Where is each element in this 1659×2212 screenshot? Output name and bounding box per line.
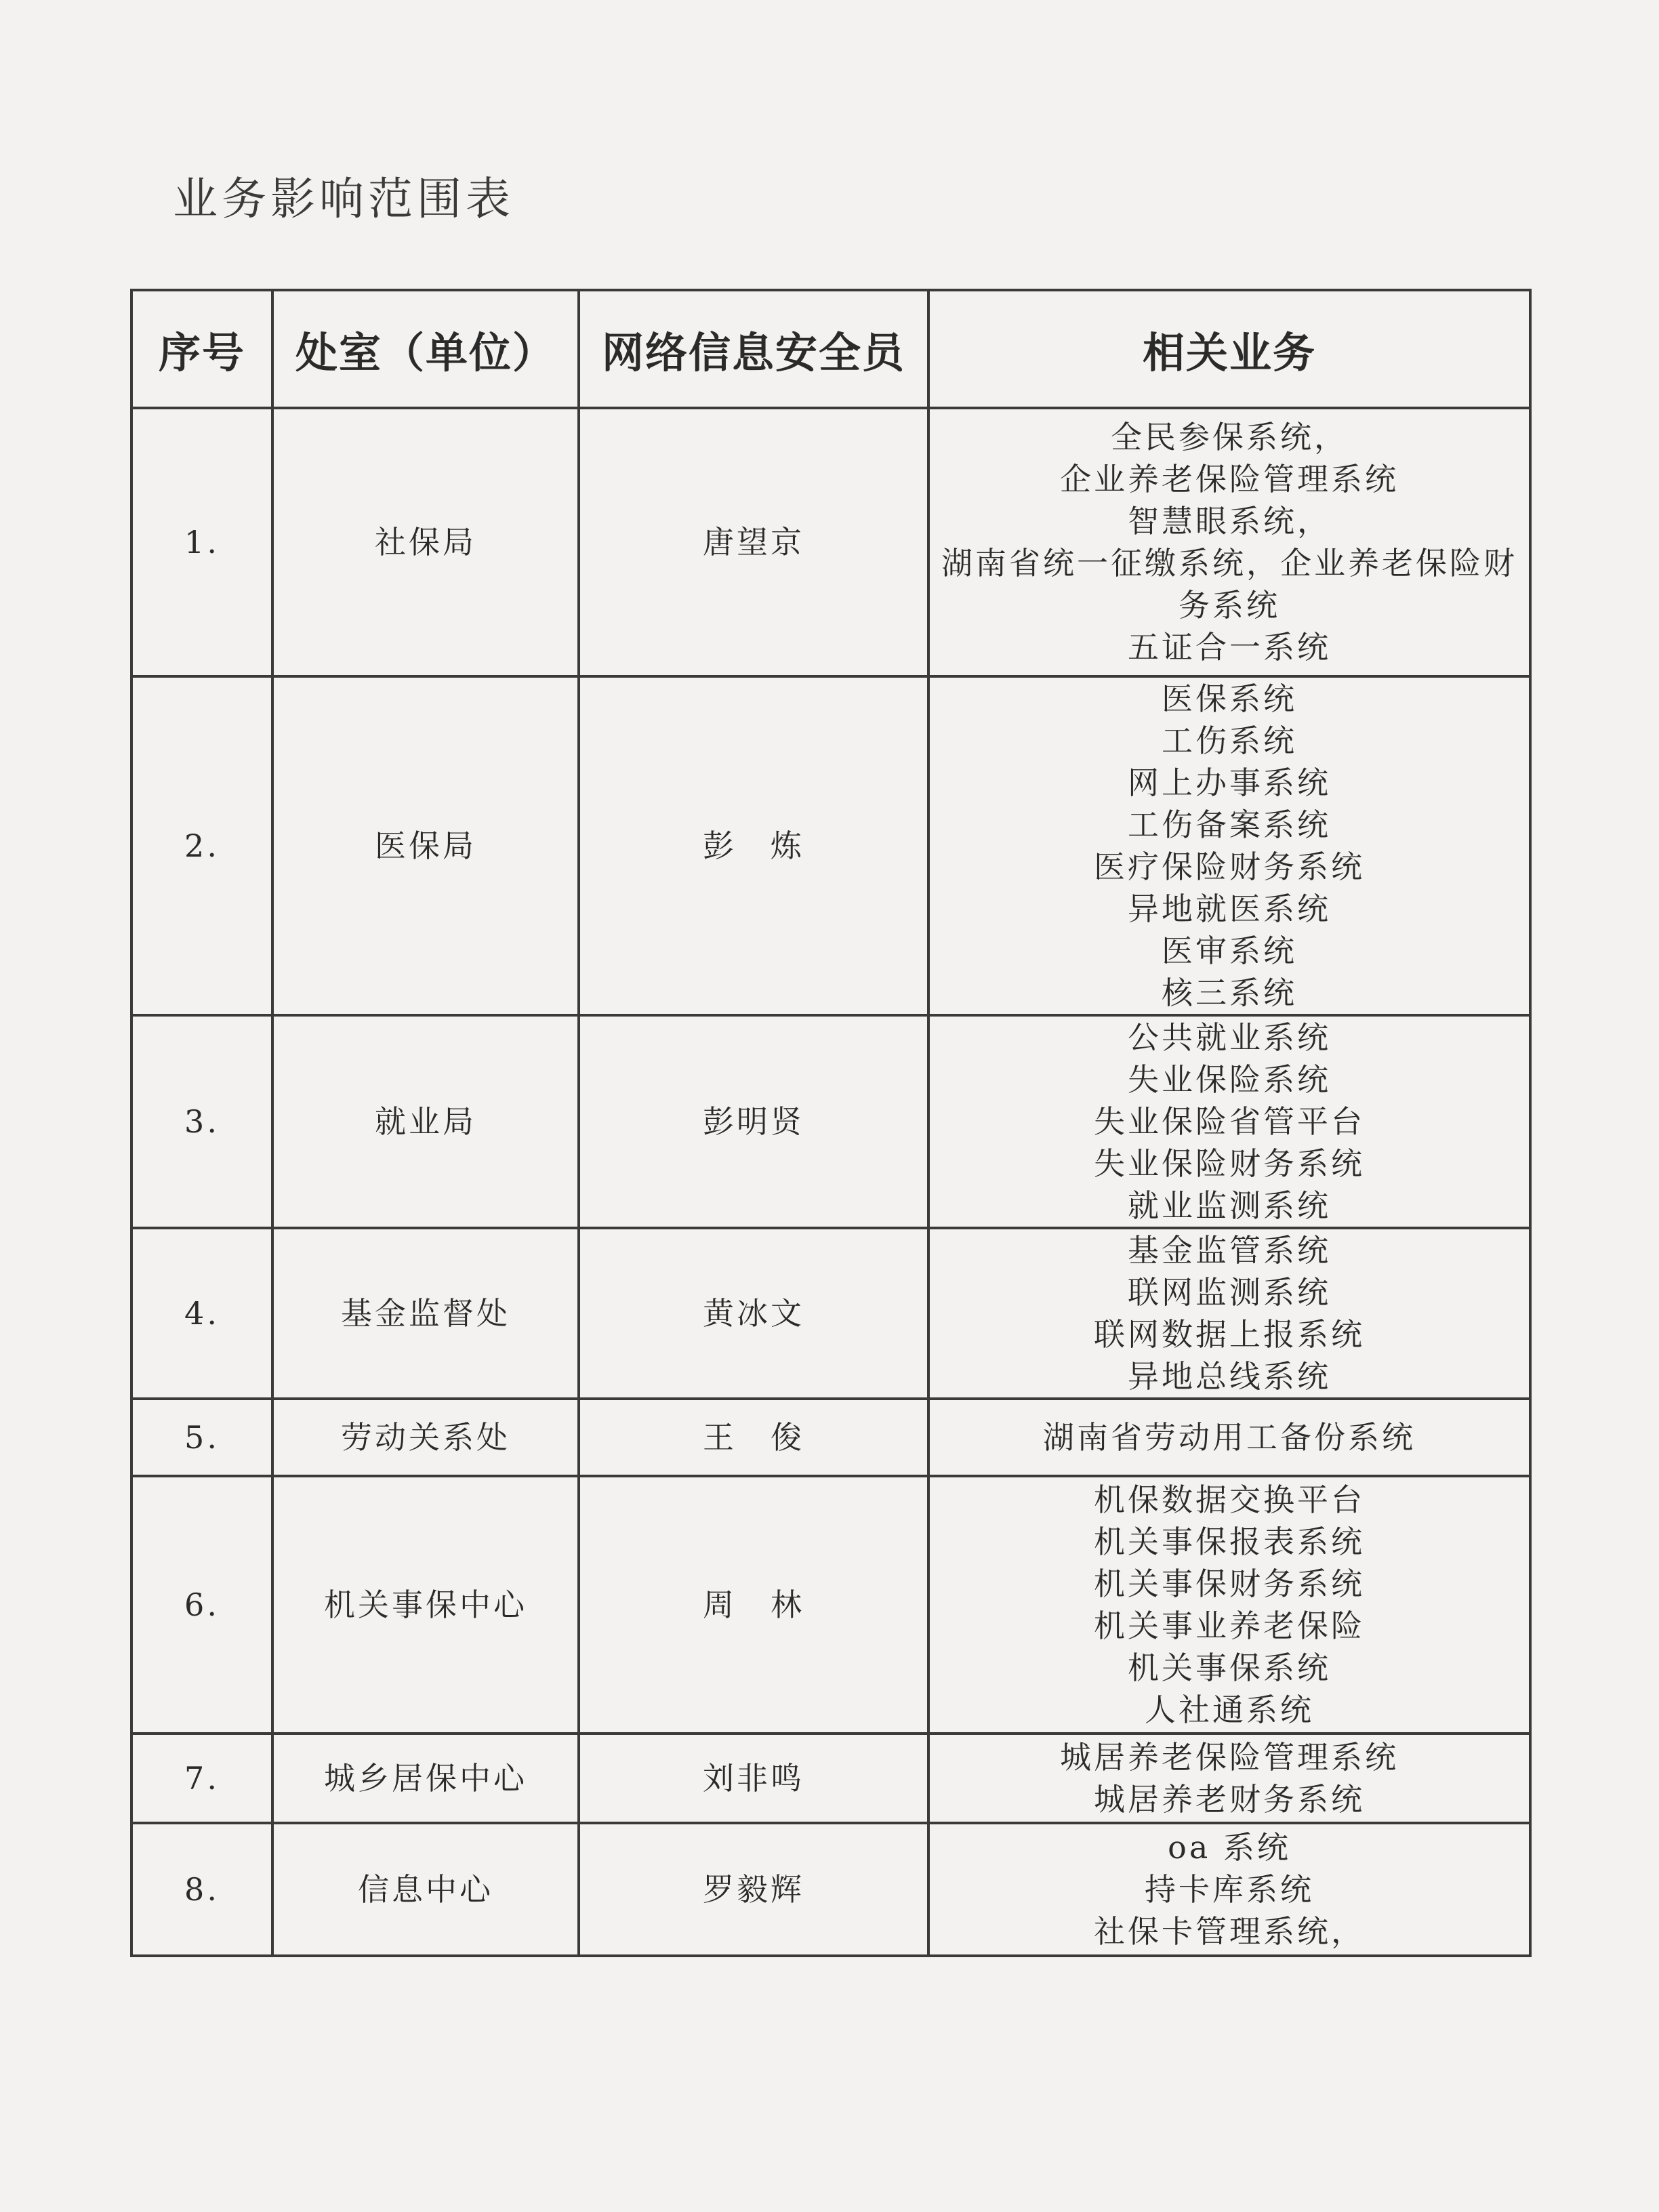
table-row [131,1476,1530,1734]
system-item: 异地就医系统 [1128,890,1331,927]
system-item: 就业监测系统 [1128,1187,1331,1224]
row-no: 5. [131,1399,272,1476]
row-no: 6. [131,1476,272,1734]
table-body [131,408,1530,1956]
system-item: 湖南省统一征缴系统，企业养老保险财 [941,545,1517,581]
system-item: oa 系统 [1168,1829,1291,1866]
header-no: 序号 [131,290,272,408]
system-item: 核三系统 [1162,975,1297,1011]
table-row [131,1399,1530,1476]
system-item: 公共就业系统 [1128,1019,1331,1056]
header-business: 相关业务 [928,290,1530,408]
row-unit: 机关事保中心 [272,1476,579,1734]
system-item: 医疗保险财务系统 [1094,848,1365,885]
table-row [131,1823,1530,1956]
row-business-systems [928,1015,1530,1228]
system-item: 医保系统 [1162,680,1297,717]
row-business-systems [928,1228,1530,1399]
system-item: 异地总线系统 [1128,1358,1331,1395]
row-no: 2. [131,676,272,1015]
system-item: 智慧眼系统， [1128,503,1331,539]
system-item: 机关事保财务系统 [1094,1565,1365,1602]
row-officer: 彭 炼 [579,676,928,1015]
row-officer: 刘非鸣 [579,1734,928,1823]
system-item: 失业保险省管平台 [1094,1103,1365,1140]
system-item: 社保卡管理系统， [1094,1913,1365,1950]
row-unit: 基金监督处 [272,1228,579,1399]
row-officer: 王 俊 [579,1399,928,1476]
system-item: 网上办事系统 [1128,764,1331,801]
system-item: 湖南省劳动用工备份系统 [1043,1419,1416,1456]
system-item: 联网监测系统 [1128,1274,1331,1311]
row-business-systems [928,1476,1530,1734]
impact-table [130,289,1532,1957]
row-business-systems [928,1399,1530,1476]
system-item: 机关事业养老保险 [1094,1607,1365,1644]
system-item: 失业保险财务系统 [1094,1145,1365,1182]
row-unit: 社保局 [272,408,579,676]
row-unit: 城乡居保中心 [272,1734,579,1823]
row-business-systems [928,676,1530,1015]
row-officer: 唐望京 [579,408,928,676]
system-item: 基金监管系统 [1128,1232,1331,1269]
row-officer: 彭明贤 [579,1015,928,1228]
table-row [131,676,1530,1015]
row-unit: 信息中心 [272,1823,579,1956]
page-title: 业务影响范围表 [173,173,514,225]
system-item: 工伤系统 [1162,722,1297,759]
system-item: 城居养老财务系统 [1094,1781,1365,1818]
table-row [131,408,1530,676]
row-unit: 劳动关系处 [272,1399,579,1476]
system-item: 城居养老保险管理系统 [1060,1739,1399,1776]
system-item: 联网数据上报系统 [1094,1316,1365,1353]
table-row [131,1015,1530,1228]
system-item: 失业保险系统 [1128,1061,1331,1098]
row-no: 1. [131,408,272,676]
row-business-systems [928,1823,1530,1956]
system-item: 全民参保系统， [1111,419,1348,455]
row-officer: 黄冰文 [579,1228,928,1399]
row-no: 8. [131,1823,272,1956]
system-item: 持卡库系统 [1145,1871,1314,1908]
system-item: 企业养老保险管理系统 [1060,461,1399,497]
system-item: 机关事保报表系统 [1094,1523,1365,1560]
system-item: 五证合一系统 [1128,629,1331,665]
row-no: 7. [131,1734,272,1823]
row-unit: 医保局 [272,676,579,1015]
row-officer: 罗毅辉 [579,1823,928,1956]
system-item: 医审系统 [1162,933,1297,969]
table-row [131,1228,1530,1399]
system-item: 人社通系统 [1145,1692,1314,1728]
system-item: 务系统 [1179,587,1280,623]
row-business-systems [928,408,1530,676]
row-unit: 就业局 [272,1015,579,1228]
header-row [131,290,1530,408]
row-no: 3. [131,1015,272,1228]
system-item: 机保数据交换平台 [1094,1481,1365,1518]
row-officer: 周 林 [579,1476,928,1734]
table-row [131,1734,1530,1823]
row-business-systems [928,1734,1530,1823]
system-item: 机关事保系统 [1128,1650,1331,1686]
system-item: 工伤备案系统 [1128,806,1331,843]
header-unit: 处室（单位） [272,290,579,408]
row-no: 4. [131,1228,272,1399]
header-officer: 网络信息安全员 [579,290,928,408]
